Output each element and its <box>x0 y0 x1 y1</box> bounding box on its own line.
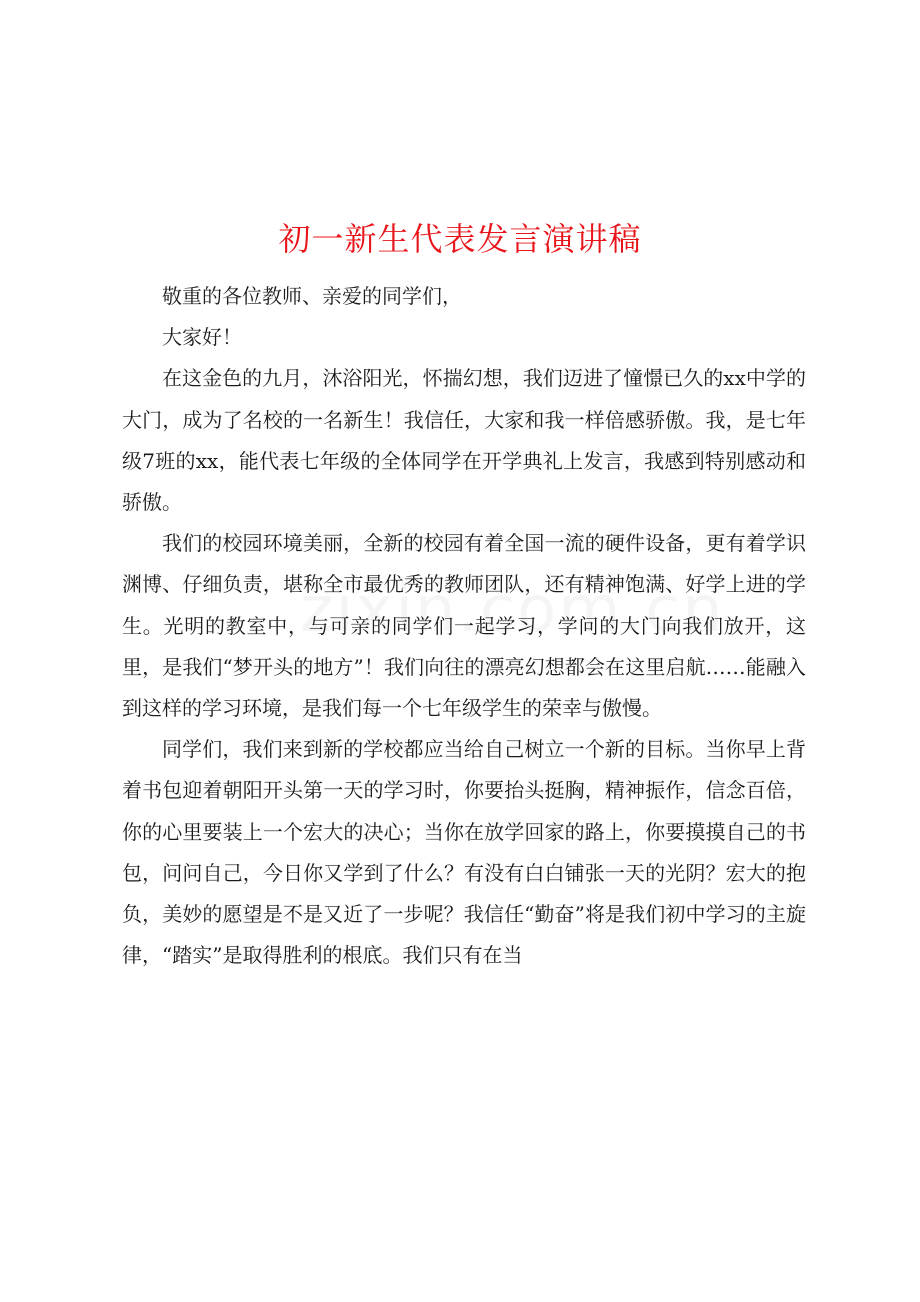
greeting: 大家好！ <box>162 325 242 350</box>
paragraph: 我们的校园环境美丽，全新的校园有着全国一流的硬件设备，更有着学识渊博、仔细负责，堪称全市最优秀的教师团队，还有精神饱满、好学上进的学生。光明的教室中，与可亲的同学们一起学习，学问的大门向我们放开，这里，是我们“梦开头的地方”！我们向往的漂亮幻想都会在这里启航……能融入到这样的学习环境，是我们每一个七年级学生的荣幸与傲慢。 <box>122 531 806 721</box>
salutation: 敬重的各位教师、亲爱的同学们， <box>162 284 462 308</box>
document-body <box>122 276 806 976</box>
document-title: 初一新生代表发言演讲稿 <box>278 220 642 259</box>
paragraph: 在这金色的九月，沐浴阳光，怀揣幻想，我们迈进了憧憬已久的xx中学的大门，成为了名校的一名新生！我信任，大家和我一样倍感骄傲。我，是七年级7班的xx，能代表七年级的全体同学在开学典礼上发言，我感到特别感动和骄傲。 <box>122 366 806 515</box>
paragraph: 同学们，我们来到新的学校都应当给自己树立一个新的目标。当你早上背着书包迎着朝阳开头第一天的学习时，你要抬头挺胸，精神振作，信念百倍，你的心里要装上一个宏大的决心；当你在放学回家的路上，你要摸摸自己的书包，问问自己，今日你又学到了什么？有没有白白铺张一天的光阴？宏大的抱负，美妙的愿望是不是又近了一步呢？我信任“勤奋”将是我们初中学习的主旋律，“踏实”是取得胜利的根底。我们只有在当 <box>122 737 806 968</box>
